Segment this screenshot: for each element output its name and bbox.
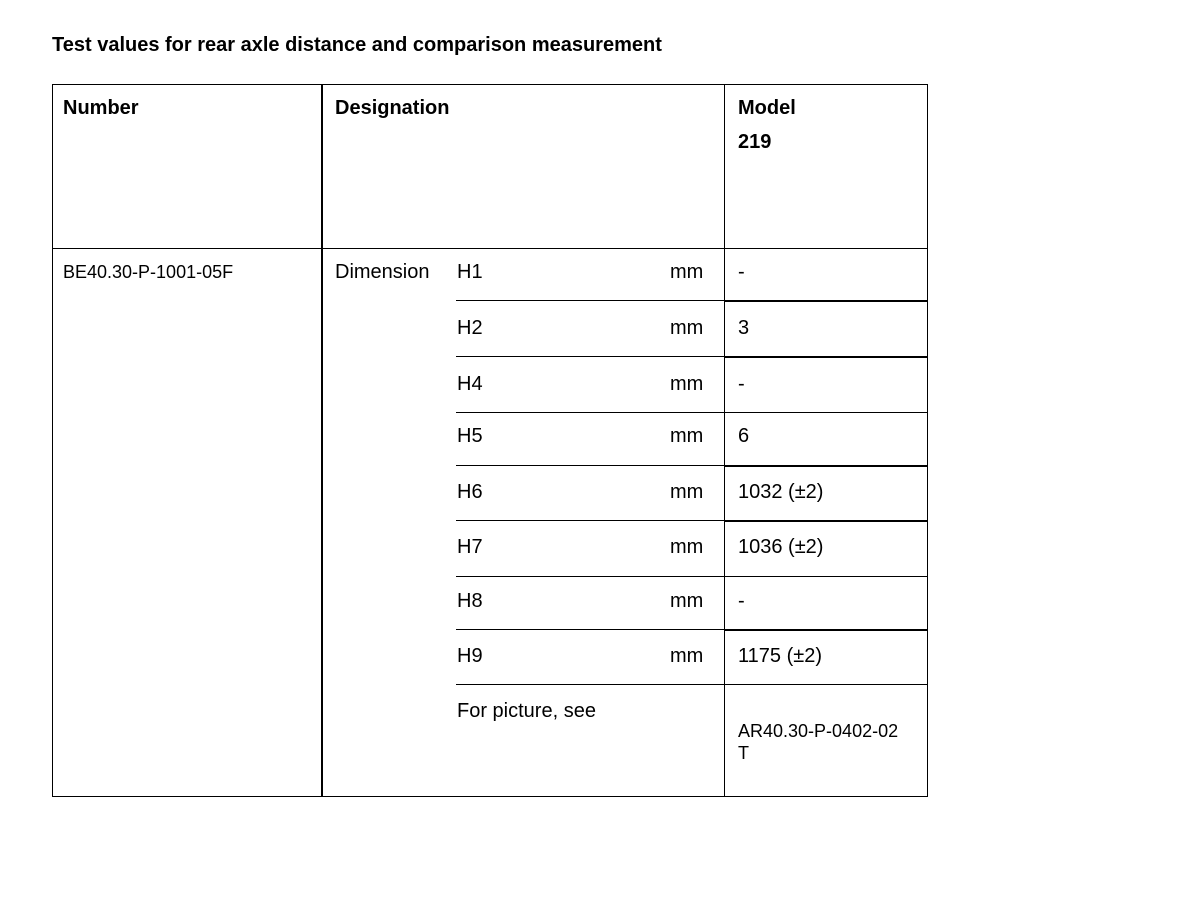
model-value: 1036 (±2): [738, 536, 824, 558]
row-divider: [724, 684, 927, 685]
dimension-label: H7: [457, 536, 483, 558]
model-value: -: [738, 373, 745, 395]
unit-label: mm: [670, 645, 704, 667]
dimension-label: H1: [457, 261, 483, 283]
picture-reference-label: For picture, see: [457, 700, 596, 722]
dimension-label: H5: [457, 425, 483, 447]
test-values-table: [52, 84, 928, 797]
row-divider: [456, 300, 724, 301]
model-value: 6: [738, 425, 750, 447]
row-divider: [724, 300, 927, 302]
header-number: Number: [63, 97, 139, 119]
model-value: 1032 (±2): [738, 481, 824, 503]
header-divider: [53, 248, 927, 249]
unit-label: mm: [670, 590, 704, 612]
row-divider: [456, 465, 724, 466]
dimension-label: H4: [457, 373, 483, 395]
row-divider: [456, 412, 724, 413]
row-divider: [724, 465, 927, 467]
dimension-label: H2: [457, 317, 483, 339]
unit-label: mm: [670, 373, 704, 395]
row-divider: [456, 684, 724, 685]
unit-label: mm: [670, 317, 704, 339]
row-divider: [456, 520, 724, 521]
unit-label: mm: [670, 536, 704, 558]
header-designation: Designation: [335, 97, 450, 119]
page-title: Test values for rear axle distance and comparison measurement: [52, 34, 662, 56]
row-divider: [724, 629, 927, 631]
row-divider: [456, 576, 724, 577]
column-divider: [321, 85, 323, 796]
column-divider: [724, 85, 725, 796]
row-divider: [456, 629, 724, 630]
picture-reference-link[interactable]: AR40.30-P-0402-02: [738, 721, 899, 741]
designation-label: Dimension: [335, 261, 430, 283]
row-divider: [456, 356, 724, 357]
header-model-code: 219: [738, 131, 772, 153]
model-value: -: [738, 590, 745, 612]
unit-label: mm: [670, 481, 704, 503]
model-value: 3: [738, 317, 750, 339]
row-divider: [724, 356, 927, 358]
unit-label: mm: [670, 261, 704, 283]
dimension-label: H8: [457, 590, 483, 612]
dimension-label: H6: [457, 481, 483, 503]
header-model: Model: [738, 97, 796, 119]
picture-reference-link-continued[interactable]: T: [738, 743, 749, 763]
row-divider: [724, 520, 927, 522]
document-number: BE40.30-P-1001-05F: [63, 262, 234, 282]
model-value: 1175 (±2): [738, 645, 822, 667]
model-value: -: [738, 261, 745, 283]
dimension-label: H9: [457, 645, 483, 667]
unit-label: mm: [670, 425, 704, 447]
row-divider: [724, 412, 927, 413]
row-divider: [724, 576, 927, 577]
